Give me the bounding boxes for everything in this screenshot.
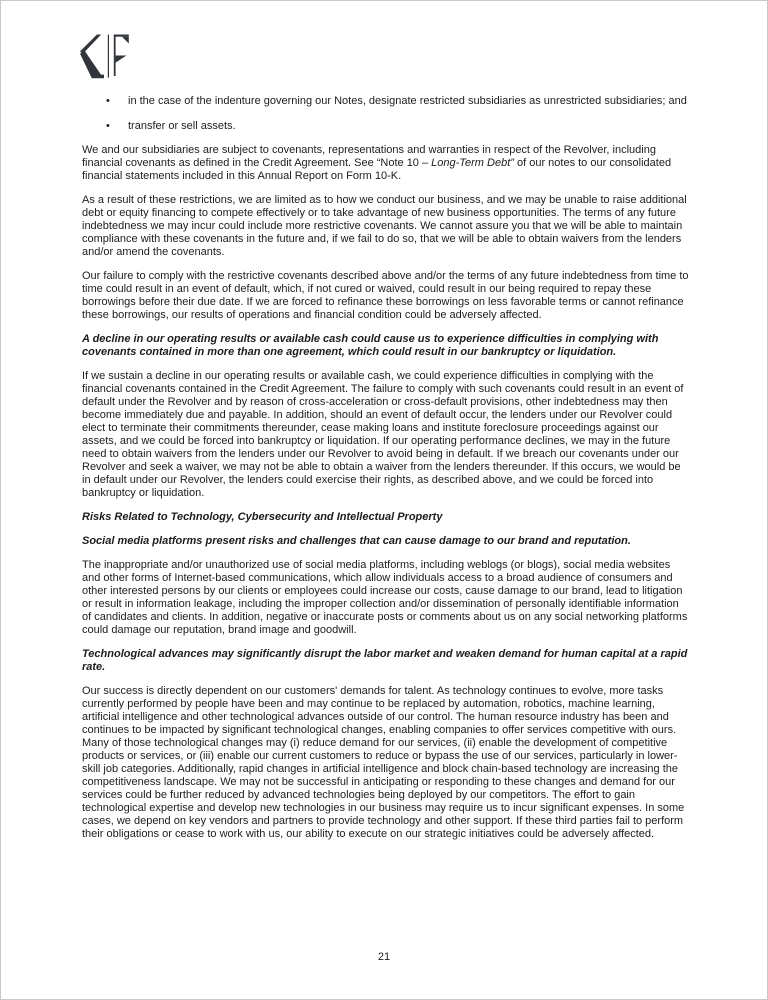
bullet-text: in the case of the indenture governing our Notes, designate restricted subsidiaries as unrestricted subsidiaries; and <box>128 95 687 107</box>
page-number: 21 <box>377 951 391 963</box>
logo-f-stem <box>114 35 116 77</box>
paragraph-revolver-covenants <box>82 144 689 183</box>
logo-f-top-serif <box>122 37 129 44</box>
document-body <box>82 95 689 852</box>
section-heading-risks-technology: Risks Related to Technology, Cybersecurity and Intellectual Property <box>82 511 443 523</box>
paragraph-technology-success: Our success is directly dependent on our customers' demands for talent. As technology continues to evolve, more tasks currently performed by people have been and may continue to be replaced by automation, robotics, machine learning, artificial intelligence and other technological advances outside of our control. The human resource industry has been and continues to be impacted by significant technological changes, enabling companies to offer services competitive with ours. Many of those technological changes may (i) reduce demand for our services, (ii) enable the development of competitive products or services, or (iii) enable our current customers to reduce or bypass the use of our services, particularly in lower-skill job categories. Additionally, rapid changes in artificial intelligence and block chain-based technology are increasing the competitiveness landscape. We may not be successful in anticipating or responding to these changes and demand for our services could be further reduced by advanced technologies being deployed by our competitors. The effort to gain technological expertise and develop new technologies in our business may require us to incur significant expenses. In some cases, we depend on key vendors and partners to provide technology and other support. If these third parties fail to perform their obligations or cease to work with us, our ability to execute on our strategic initiatives could be adversely affected. <box>82 685 685 840</box>
logo-k-lower-stroke <box>80 51 104 78</box>
note-10-reference: Long-Term Debt” <box>431 157 514 169</box>
bullet-text: transfer or sell assets. <box>128 120 236 132</box>
bullet-list <box>82 95 689 133</box>
risk-heading-decline: A decline in our operating results or available cash could cause us to experience difficulties in complying with covenants contained in more than one agreement, which could result in our bankruptcy or liquidation. <box>82 333 659 358</box>
paragraph-covenant-failure: Our failure to comply with the restrictive covenants described above and/or the terms of any future indebtedness from time to time could result in an event of default, which, if not cured or waived, could result in our being required to repay these borrowings before their due date. If we are forced to refinance these borrowings on less favorable terms or cannot refinance these borrowings, our results of operations and financial condition could be adversely affected. <box>82 270 689 321</box>
paragraph-text: of our notes to our consolidated financial statements included in this Annual Report on Form 10-K. <box>82 157 672 182</box>
paragraph-sustain-decline: If we sustain a decline in our operating results or available cash, we could experience difficulties in complying with the financial covenants contained in the Credit Agreement. The failure to comply with such covenants could result in an event of default under the Revolver and by reason of cross-acceleration or cross-default provisions, other indebtedness may then become immediately due and payable. In addition, should an event of default occur, the lenders under our Revolver could elect to terminate their commitments thereunder, cease making loans and institute foreclosure proceedings against our assets, and we could be forced into bankruptcy or liquidation. If our operating performance declines, we may in the future need to obtain waivers from the lenders under our Revolver to avoid being in default. If we breach our covenants under our Revolver and seek a waiver, we may not be able to obtain a waiver from the lenders thereunder. If this occurs, we would be in default under our Revolver, the lenders could exercise their rights, as described above, and we could be forced into bankruptcy or liquidation. <box>82 370 684 499</box>
korn-ferry-logo-icon <box>78 34 129 79</box>
risk-heading-tech-advances: Technological advances may significantly disrupt the labor market and weaken demand for human capital at a rapid rate. <box>82 648 688 673</box>
bullet-icon: • <box>106 95 110 107</box>
risk-heading-social-media: Social media platforms present risks and challenges that can cause damage to our brand and reputation. <box>82 535 631 547</box>
logo-f-top-bar <box>114 35 129 37</box>
list-item <box>82 95 689 108</box>
logo-divider <box>108 35 109 78</box>
paragraph-text: We and our subsidiaries are subject to covenants, representations and warranties in respect of the Revolver, including financial covenants as defined in the Credit Agreement. See “Note 10 – <box>82 144 656 169</box>
bullet-icon: • <box>106 120 110 132</box>
logo-f-mid-bar <box>116 56 127 63</box>
logo-k-upper-stroke <box>80 35 101 55</box>
paragraph-social-media: The inappropriate and/or unauthorized use of social media platforms, including weblogs (or blogs), social media websites and other forms of Internet-based communications, which allow individuals access to a broad audience of consumers and other interested persons by our clients or employees could increase our costs, cause damage to our brand, lead to litigation or result in information leakage, including the improper collection and/or dissemination of personally identifiable information of candidates and clients. In addition, negative or inaccurate posts or comments about us on any social networking platforms could damage our reputation, brand image and goodwill. <box>82 559 688 636</box>
list-item <box>82 120 689 133</box>
paragraph-restrictions: As a result of these restrictions, we are limited as to how we conduct our business, and we may be unable to raise additional debt or equity financing to compete effectively or to take advantage of new business opportunities. The terms of any future indebtedness we may incur could include more restrictive covenants. We cannot assure you that we will be able to maintain compliance with these covenants in the future and, if we fail to do so, that we will be able to obtain waivers from the lenders and/or amend the covenants. <box>82 194 687 258</box>
